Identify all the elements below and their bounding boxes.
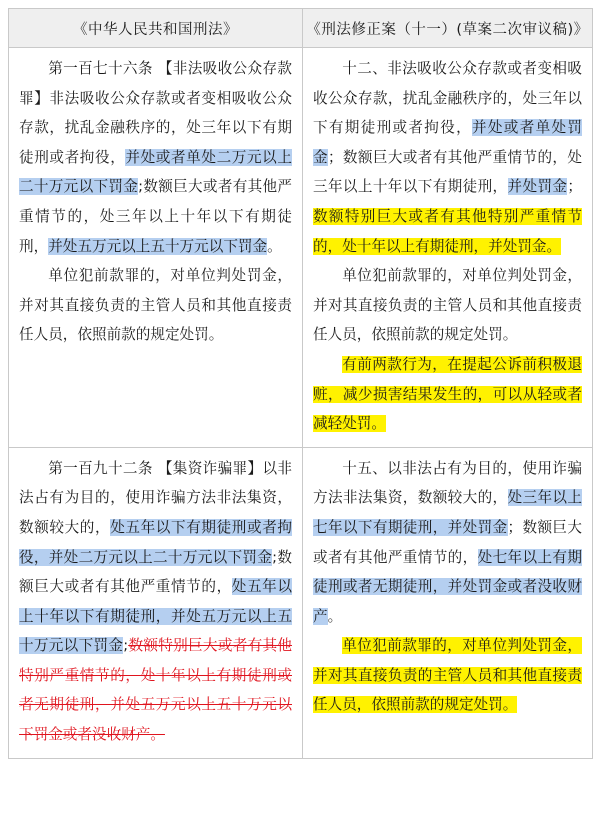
- text-segment-plain: ;数额巨大或者有其他严重情节的，: [19, 548, 292, 596]
- text-segment-plain: 第一百七十六条 【非法吸收公众存款罪】非法吸收公众存款或者变相吸收公众存款，扰乱金融秩序的，处三年以下有期徒刑或者拘役，: [19, 60, 292, 166]
- cell-right-12: [303, 48, 593, 448]
- para-192-main: [19, 454, 292, 750]
- text-segment-plain: 。: [267, 237, 282, 255]
- para-176-unit: 单位犯前款罪的，对单位判处罚金，并对其直接负责的主管人员和其他直接责任人员，依照前款的规定处罚。: [19, 267, 292, 344]
- text-segment-blue: 并处或者单处二万元以上二十万元以下罚金: [19, 148, 292, 196]
- text-segment-blue: 并处罚金: [507, 178, 568, 196]
- text-segment-blue: 处五年以下有期徒刑或者拘役，并处二万元以上二十万元以下罚金: [19, 518, 292, 566]
- text-segment-plain: 第一百九十二条 【集资诈骗罪】以非法占有为目的，使用诈骗方法非法集资，数额较大的，: [19, 459, 292, 536]
- para-12-new: 有前两款行为，在提起公诉前积极退赃，减少损害结果发生的，可以从轻或者减轻处罚。: [313, 355, 582, 433]
- text-segment-blue: 并处或者单处罚金: [313, 119, 582, 166]
- cell-right-15: [303, 447, 593, 758]
- text-segment-plain: 十二、非法吸收公众存款或者变相吸收公众存款，扰乱金融秩序的，处三年以下有期徒刑或者拘役，: [313, 60, 582, 137]
- row-article-192: [9, 447, 593, 758]
- text-segment-blue: 处三年以上七年以下有期徒刑，并处罚金: [313, 489, 582, 536]
- header-right: 《刑法修正案（十一）(草案二次审议稿)》: [303, 9, 593, 48]
- text-segment-plain: ;数额巨大或者有其他严重情节的，处三年以上十年以下有期徒刑，: [19, 178, 292, 255]
- para-176-main: [19, 54, 292, 261]
- text-segment-plain: ；: [567, 178, 582, 196]
- text-segment-blue: 处五年以上十年以下有期徒刑，并处五万元以上五十万元以下罚金: [19, 578, 292, 655]
- cell-left-192: [9, 447, 303, 758]
- row-article-176: [9, 48, 593, 448]
- text-segment-plain: 。: [327, 607, 343, 625]
- text-segment-blue: 处七年以上有期徒刑或者无期徒刑，并处罚金或者没收财产: [313, 548, 582, 625]
- para-15-unit: 单位犯前款罪的，对单位判处罚金，并对其直接负责的主管人员和其他直接责任人员，依照前款的规定处罚。: [313, 637, 582, 714]
- comparison-table: [8, 8, 593, 759]
- text-segment-plain: ;: [123, 637, 129, 655]
- text-segment-plain: 十五、以非法占有为目的，使用诈骗方法非法集资，数额较大的，: [313, 459, 582, 507]
- text-segment-strike: 数额特别巨大或者有其他特别严重情节的，处十年以上有期徒刑或者无期徒刑，并处五万元以上五十万元以下罚金或者没收财产。: [19, 637, 292, 744]
- para-12-main: [313, 54, 582, 261]
- header-left: 《中华人民共和国刑法》: [9, 9, 303, 48]
- para-15-main: [313, 454, 582, 632]
- header-row: [9, 9, 593, 48]
- text-segment-plain: ；数额巨大或者有其他严重情节的，: [313, 518, 582, 566]
- text-segment-plain: ；数额巨大或者有其他严重情节的，处三年以上十年以下有期徒刑，: [313, 148, 582, 196]
- text-segment-yellow: 数额特别巨大或者有其他特别严重情节的，处十年以上有期徒刑，并处罚金。: [313, 207, 582, 255]
- cell-left-176: [9, 48, 303, 448]
- text-segment-blue: 并处五万元以上五十万元以下罚金: [48, 237, 268, 255]
- para-12-unit: 单位犯前款罪的，对单位判处罚金，并对其直接负责的主管人员和其他直接责任人员，依照前款的规定处罚。: [313, 267, 582, 344]
